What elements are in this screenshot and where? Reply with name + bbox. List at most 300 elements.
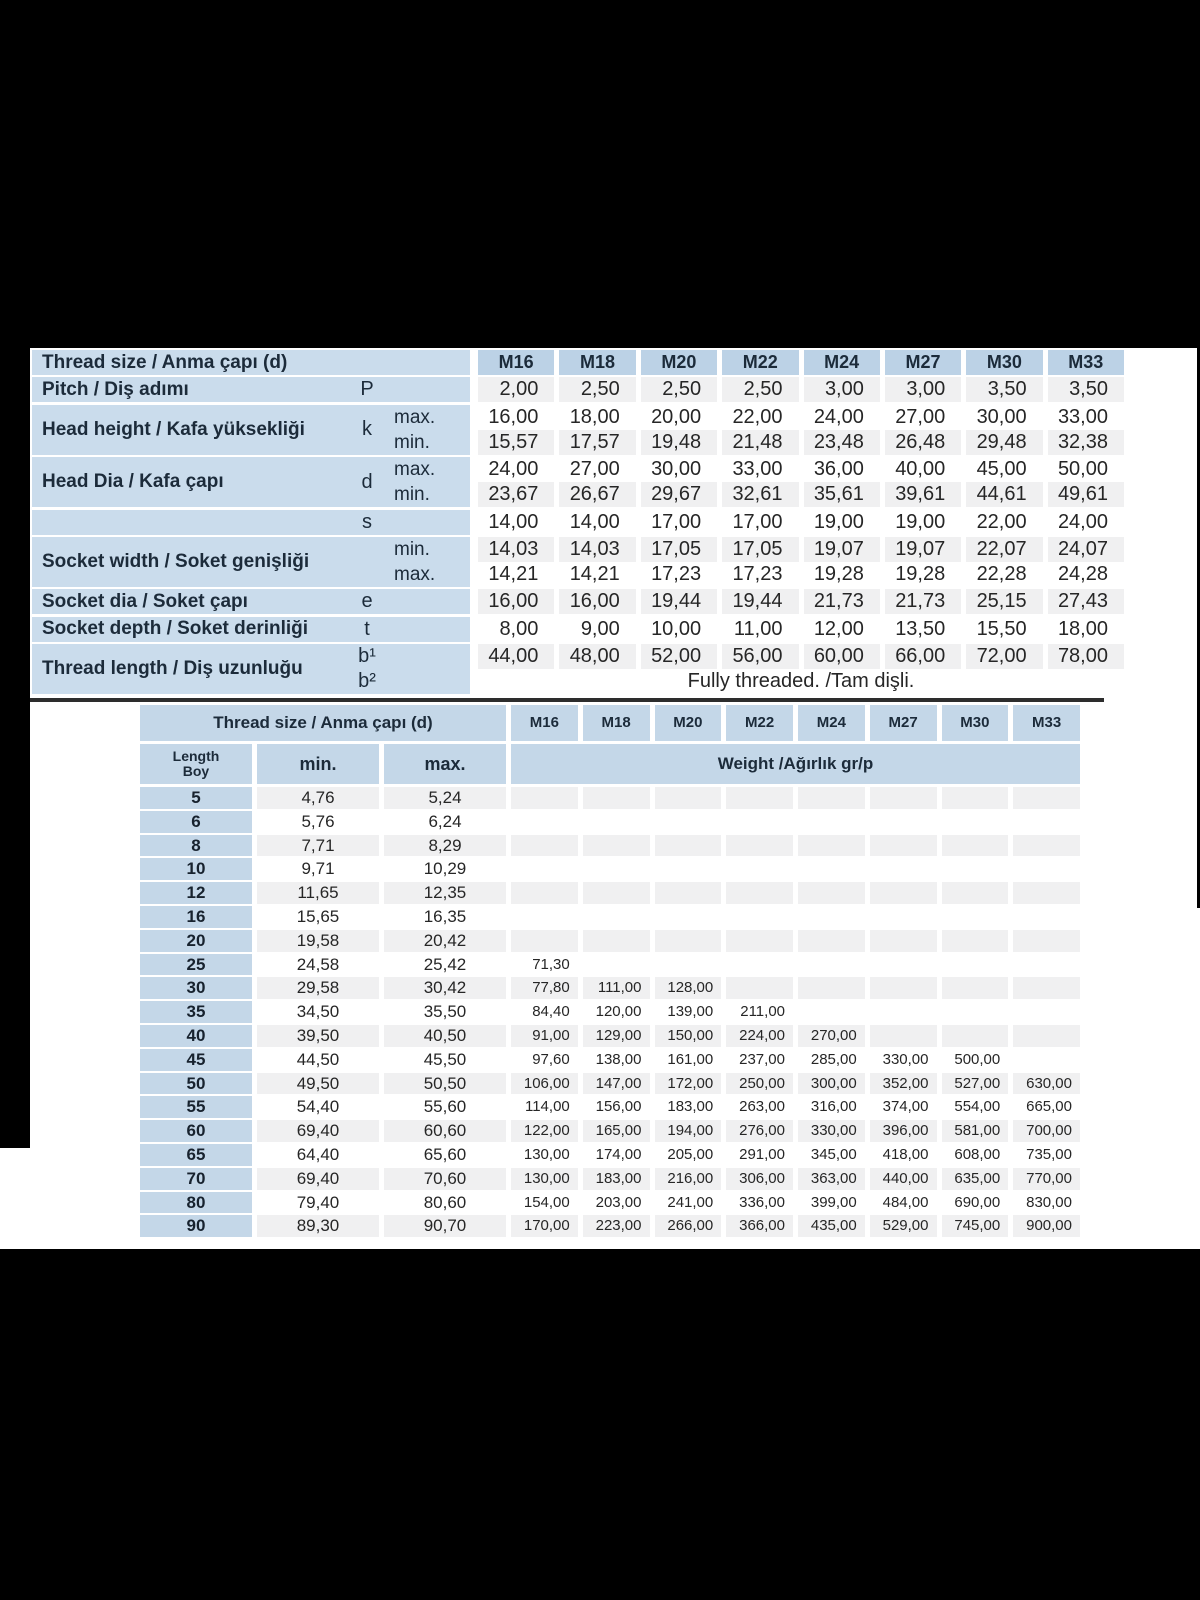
minmax-label: max. — [394, 563, 436, 585]
weight-cell — [1013, 811, 1080, 833]
weight-cell: 128,00 — [655, 977, 722, 999]
min-cell: 5,76 — [257, 811, 379, 833]
weight-cell — [798, 811, 865, 833]
weight-cell — [942, 787, 1009, 809]
value-cell: 17,23 — [641, 562, 717, 587]
value-cell: 12,00 — [804, 617, 880, 642]
weight-cell — [1013, 858, 1080, 880]
weight-cell: 316,00 — [798, 1096, 865, 1118]
weight-cell: 300,00 — [798, 1073, 865, 1095]
weight-cell — [942, 858, 1009, 880]
weight-table-row — [140, 882, 1080, 904]
value-cell: 26,67 — [559, 482, 635, 507]
dimension-row-group — [32, 617, 1124, 642]
weight-cell: 345,00 — [798, 1144, 865, 1166]
weight-table-row — [140, 1049, 1080, 1071]
value-cell: 8,00 — [478, 617, 554, 642]
value-span-cell: Fully threaded. /Tam dişli. — [478, 669, 1124, 694]
weight-cell — [942, 954, 1009, 976]
weight-table-row — [140, 1192, 1080, 1214]
weight-cell — [511, 906, 578, 928]
length-cell: 12 — [140, 882, 252, 904]
dimension-table — [32, 350, 1124, 697]
value-cell: 50,00 — [1048, 457, 1124, 482]
weight-cell — [942, 1025, 1009, 1047]
weight-cell: 306,00 — [726, 1168, 793, 1190]
weight-cell — [726, 811, 793, 833]
weight-cell: 630,00 — [1013, 1073, 1080, 1095]
value-cell: 78,00 — [1048, 644, 1124, 669]
value-cell: 17,00 — [641, 510, 717, 535]
symbol-column — [344, 457, 390, 507]
row-label-cell — [32, 537, 470, 587]
symbol-column — [344, 537, 390, 587]
minmax-label — [390, 617, 470, 642]
size-header-cell: M24 — [798, 705, 865, 741]
weight-cell: 770,00 — [1013, 1168, 1080, 1190]
value-cell: 45,00 — [966, 457, 1042, 482]
value-row — [478, 482, 1124, 507]
max-cell: 60,60 — [384, 1120, 506, 1142]
weight-cell — [511, 787, 578, 809]
row-label-cell — [32, 377, 470, 402]
value-cell: 19,44 — [722, 589, 798, 614]
thread-size-title: Thread size / Anma çapı (d) — [32, 350, 470, 375]
minmax-column — [390, 644, 470, 694]
weight-cell: 700,00 — [1013, 1120, 1080, 1142]
weight-cell: 635,00 — [942, 1168, 1009, 1190]
weight-cell: 690,00 — [942, 1192, 1009, 1214]
weight-cell: 120,00 — [583, 1001, 650, 1023]
value-cell: 14,03 — [559, 537, 635, 562]
weight-cell — [1013, 906, 1080, 928]
weight-cell: 161,00 — [655, 1049, 722, 1071]
weight-cell — [870, 1025, 937, 1047]
value-cell: 10,00 — [641, 617, 717, 642]
weight-cell: 172,00 — [655, 1073, 722, 1095]
weight-cell — [655, 906, 722, 928]
min-cell: 79,40 — [257, 1192, 379, 1214]
max-cell: 90,70 — [384, 1215, 506, 1237]
size-header-cell: M33 — [1013, 705, 1080, 741]
value-cell: 26,48 — [885, 430, 961, 455]
weight-table-row — [140, 1025, 1080, 1047]
value-rows — [478, 405, 1124, 455]
value-cell: 13,50 — [885, 617, 961, 642]
value-cell: 44,00 — [478, 644, 554, 669]
weight-cell: 106,00 — [511, 1073, 578, 1095]
value-cell: 29,48 — [966, 430, 1042, 455]
weight-cell — [870, 882, 937, 904]
weight-cell: 330,00 — [870, 1049, 937, 1071]
value-cell: 48,00 — [559, 644, 635, 669]
symbol-column — [344, 644, 390, 694]
weight-header: Weight /Ağırlık gr/p — [511, 744, 1080, 784]
weight-cell — [726, 835, 793, 857]
minmax-column — [390, 617, 470, 642]
value-cell: 24,00 — [478, 457, 554, 482]
max-cell: 6,24 — [384, 811, 506, 833]
value-cell: 15,50 — [966, 617, 1042, 642]
max-cell: 50,50 — [384, 1073, 506, 1095]
min-cell: 34,50 — [257, 1001, 379, 1023]
max-cell: 65,60 — [384, 1144, 506, 1166]
value-cell: 17,05 — [722, 537, 798, 562]
value-cell: 24,28 — [1048, 562, 1124, 587]
value-cell: 16,00 — [478, 589, 554, 614]
weight-cell: 529,00 — [870, 1215, 937, 1237]
value-cell: 66,00 — [885, 644, 961, 669]
value-cell: 3,00 — [804, 377, 880, 402]
value-cell: 19,00 — [885, 510, 961, 535]
max-cell: 5,24 — [384, 787, 506, 809]
weight-cell: 270,00 — [798, 1025, 865, 1047]
symbol-label: t — [364, 617, 370, 640]
min-cell: 7,71 — [257, 835, 379, 857]
weight-cell — [655, 787, 722, 809]
weight-table-row — [140, 1215, 1080, 1237]
weight-cell: 170,00 — [511, 1215, 578, 1237]
value-cell: 21,73 — [804, 589, 880, 614]
value-cell: 32,61 — [722, 482, 798, 507]
weight-table-row — [140, 930, 1080, 952]
max-cell: 40,50 — [384, 1025, 506, 1047]
minmax-label: max. — [394, 406, 436, 428]
value-cell: 16,00 — [478, 405, 554, 430]
weight-cell: 250,00 — [726, 1073, 793, 1095]
size-header-cell: M33 — [1048, 350, 1124, 375]
value-row — [478, 537, 1124, 562]
value-cell: 56,00 — [722, 644, 798, 669]
weight-cell — [583, 882, 650, 904]
weight-cell — [798, 1001, 865, 1023]
row-label-cell — [32, 644, 470, 694]
weight-cell — [798, 882, 865, 904]
min-cell: 64,40 — [257, 1144, 379, 1166]
min-cell: 39,50 — [257, 1025, 379, 1047]
value-cell: 19,48 — [641, 430, 717, 455]
minmax-column — [390, 510, 470, 535]
minmax-column — [390, 405, 470, 455]
weight-cell: 139,00 — [655, 1001, 722, 1023]
weight-cell — [798, 787, 865, 809]
weight-cell: 223,00 — [583, 1215, 650, 1237]
size-header-cell: M22 — [722, 350, 798, 375]
weight-cell — [1013, 1049, 1080, 1071]
row-label-cell — [32, 405, 470, 455]
weight-cell: 150,00 — [655, 1025, 722, 1047]
weight-cell — [1013, 977, 1080, 999]
weight-cell: 194,00 — [655, 1120, 722, 1142]
value-cell: 21,73 — [885, 589, 961, 614]
length-cell: 10 — [140, 858, 252, 880]
dimension-row-group — [32, 405, 1124, 455]
length-header — [140, 744, 252, 784]
length-cell: 40 — [140, 1025, 252, 1047]
weight-cell: 527,00 — [942, 1073, 1009, 1095]
weight-cell: 97,60 — [511, 1049, 578, 1071]
weight-cell — [655, 954, 722, 976]
min-cell: 24,58 — [257, 954, 379, 976]
size-header-cell: M27 — [870, 705, 937, 741]
weight-cell: 363,00 — [798, 1168, 865, 1190]
weight-cell — [942, 977, 1009, 999]
weight-cell — [1013, 1001, 1080, 1023]
weight-cell — [511, 835, 578, 857]
weight-cell — [655, 835, 722, 857]
min-cell: 69,40 — [257, 1120, 379, 1142]
symbol-column — [344, 377, 390, 402]
length-cell: 5 — [140, 787, 252, 809]
dimension-row-group — [32, 510, 1124, 535]
weight-cell — [870, 930, 937, 952]
weight-cell: 129,00 — [583, 1025, 650, 1047]
weight-table-row — [140, 1120, 1080, 1142]
weight-cell: 276,00 — [726, 1120, 793, 1142]
weight-table-row — [140, 1144, 1080, 1166]
value-cell: 72,00 — [966, 644, 1042, 669]
size-header-cell: M18 — [583, 705, 650, 741]
weight-cell — [942, 882, 1009, 904]
length-header-line2: Boy — [182, 763, 210, 779]
value-cell: 2,50 — [559, 377, 635, 402]
dimension-table-body — [32, 377, 1124, 694]
value-cell: 33,00 — [722, 457, 798, 482]
minmax-label: min. — [394, 431, 430, 453]
value-rows — [478, 537, 1124, 587]
max-cell: 35,50 — [384, 1001, 506, 1023]
weight-cell: 608,00 — [942, 1144, 1009, 1166]
weight-table-row — [140, 906, 1080, 928]
weight-cell — [511, 930, 578, 952]
weight-table-row — [140, 1168, 1080, 1190]
weight-cell — [1013, 882, 1080, 904]
weight-cell — [1013, 930, 1080, 952]
value-cell: 27,00 — [559, 457, 635, 482]
value-row — [478, 644, 1124, 669]
size-header-cells — [511, 705, 1080, 741]
weight-table-row — [140, 1001, 1080, 1023]
weight-cell: 352,00 — [870, 1073, 937, 1095]
size-header-cell: M20 — [655, 705, 722, 741]
max-cell: 55,60 — [384, 1096, 506, 1118]
value-cell: 19,44 — [641, 589, 717, 614]
weight-cell — [870, 906, 937, 928]
weight-table-row — [140, 811, 1080, 833]
min-cell: 44,50 — [257, 1049, 379, 1071]
size-header-cell: M16 — [478, 350, 554, 375]
weight-cell: 122,00 — [511, 1120, 578, 1142]
value-cell: 17,05 — [641, 537, 717, 562]
catalog-scan-page — [0, 348, 1200, 1249]
size-header-cell: M24 — [804, 350, 880, 375]
weight-cell — [1013, 954, 1080, 976]
weight-table-row — [140, 1073, 1080, 1095]
weight-cell — [870, 977, 937, 999]
value-row — [478, 430, 1124, 455]
value-cell: 14,00 — [478, 510, 554, 535]
weight-cell: 830,00 — [1013, 1192, 1080, 1214]
value-cell: 19,00 — [804, 510, 880, 535]
length-cell: 35 — [140, 1001, 252, 1023]
weight-table-body — [140, 787, 1080, 1237]
minmax-label: min. — [394, 538, 430, 560]
weight-cell: 263,00 — [726, 1096, 793, 1118]
value-cell: 2,50 — [722, 377, 798, 402]
value-cell: 30,00 — [641, 457, 717, 482]
min-cell: 15,65 — [257, 906, 379, 928]
weight-cell: 174,00 — [583, 1144, 650, 1166]
length-cell: 50 — [140, 1073, 252, 1095]
value-cell: 16,00 — [559, 589, 635, 614]
weight-cell: 330,00 — [798, 1120, 865, 1142]
size-header-cells — [478, 350, 1124, 375]
weight-cell — [583, 835, 650, 857]
value-cell: 23,48 — [804, 430, 880, 455]
weight-cell — [511, 811, 578, 833]
value-cell: 14,00 — [559, 510, 635, 535]
min-cell: 54,40 — [257, 1096, 379, 1118]
weight-cell — [655, 811, 722, 833]
weight-cell — [726, 906, 793, 928]
minmax-label — [390, 589, 470, 614]
size-header-cell: M18 — [559, 350, 635, 375]
value-cell: 24,00 — [804, 405, 880, 430]
weight-cell — [798, 954, 865, 976]
weight-table-row — [140, 787, 1080, 809]
value-cell: 3,50 — [966, 377, 1042, 402]
weight-cell: 211,00 — [726, 1001, 793, 1023]
minmax-column — [390, 457, 470, 507]
weight-cell — [942, 906, 1009, 928]
weight-cell — [870, 954, 937, 976]
dimension-row-group — [32, 457, 1124, 507]
symbol-label: d — [361, 470, 373, 493]
value-cell: 39,61 — [885, 482, 961, 507]
weight-cell: 266,00 — [655, 1215, 722, 1237]
weight-cell: 114,00 — [511, 1096, 578, 1118]
weight-cell: 745,00 — [942, 1215, 1009, 1237]
value-row — [478, 562, 1124, 587]
minmax-label — [390, 644, 470, 669]
value-rows — [478, 457, 1124, 507]
row-label — [32, 510, 344, 535]
weight-cell — [583, 858, 650, 880]
min-cell: 19,58 — [257, 930, 379, 952]
value-cell: 44,61 — [966, 482, 1042, 507]
weight-cell: 435,00 — [798, 1215, 865, 1237]
weight-cell — [798, 858, 865, 880]
weight-cell — [655, 930, 722, 952]
value-cell: 19,28 — [885, 562, 961, 587]
weight-table-row — [140, 858, 1080, 880]
length-cell: 25 — [140, 954, 252, 976]
weight-cell — [798, 977, 865, 999]
weight-cell: 500,00 — [942, 1049, 1009, 1071]
value-row — [478, 377, 1124, 402]
max-cell: 8,29 — [384, 835, 506, 857]
value-row — [478, 510, 1124, 535]
weight-cell — [1013, 1025, 1080, 1047]
value-cell: 17,57 — [559, 430, 635, 455]
symbol-label: k — [362, 418, 372, 441]
size-header-cell: M16 — [511, 705, 578, 741]
value-cell: 25,15 — [966, 589, 1042, 614]
symbol-label: b¹ — [358, 645, 376, 668]
weight-cell — [870, 811, 937, 833]
weight-cell: 71,30 — [511, 954, 578, 976]
size-header-cell: M30 — [966, 350, 1042, 375]
length-header-line1: Length — [172, 748, 220, 764]
weight-cell — [870, 858, 937, 880]
weight-cell — [583, 954, 650, 976]
weight-cell — [726, 977, 793, 999]
value-rows — [478, 617, 1124, 642]
value-cell: 19,07 — [885, 537, 961, 562]
weight-cell: 154,00 — [511, 1192, 578, 1214]
minmax-label: min. — [394, 484, 430, 506]
value-cell: 52,00 — [641, 644, 717, 669]
weight-cell: 84,40 — [511, 1001, 578, 1023]
weight-cell — [583, 906, 650, 928]
symbol-label: b² — [358, 670, 376, 693]
row-label: Thread length / Diş uzunluğu — [42, 658, 303, 680]
weight-cell — [655, 858, 722, 880]
weight-cell: 396,00 — [870, 1120, 937, 1142]
weight-cell: 138,00 — [583, 1049, 650, 1071]
weight-cell — [870, 1001, 937, 1023]
value-cell: 24,00 — [1048, 510, 1124, 535]
value-cell: 40,00 — [885, 457, 961, 482]
size-header-cell: M22 — [726, 705, 793, 741]
value-cell: 22,07 — [966, 537, 1042, 562]
symbol-column — [344, 405, 390, 455]
value-cell: 14,03 — [478, 537, 554, 562]
weight-cell: 291,00 — [726, 1144, 793, 1166]
max-cell: 16,35 — [384, 906, 506, 928]
length-cell: 16 — [140, 906, 252, 928]
value-cell: 15,57 — [478, 430, 554, 455]
value-rows — [478, 644, 1124, 694]
min-cell: 9,71 — [257, 858, 379, 880]
weight-table-row — [140, 954, 1080, 976]
value-cell: 3,50 — [1048, 377, 1124, 402]
weight-cell — [942, 811, 1009, 833]
weight-cell — [798, 835, 865, 857]
value-cell: 14,21 — [559, 562, 635, 587]
weight-cell — [942, 930, 1009, 952]
weight-table-header-row — [140, 705, 1080, 741]
weight-cell: 366,00 — [726, 1215, 793, 1237]
weight-cell: 183,00 — [583, 1168, 650, 1190]
length-cell: 80 — [140, 1192, 252, 1214]
size-header-cell: M20 — [641, 350, 717, 375]
max-cell: 80,60 — [384, 1192, 506, 1214]
weight-cell: 900,00 — [1013, 1215, 1080, 1237]
weight-table — [140, 705, 1080, 1239]
weight-cell: 147,00 — [583, 1073, 650, 1095]
weight-cell: 336,00 — [726, 1192, 793, 1214]
value-row — [478, 617, 1124, 642]
weight-cell: 665,00 — [1013, 1096, 1080, 1118]
row-label: Socket dia / Soket çapı — [42, 590, 248, 612]
minmax-label: max. — [394, 459, 436, 481]
weight-cell — [726, 954, 793, 976]
dimension-row-group — [32, 537, 1124, 587]
max-cell: 70,60 — [384, 1168, 506, 1190]
weight-cell — [870, 835, 937, 857]
value-cell: 18,00 — [1048, 617, 1124, 642]
